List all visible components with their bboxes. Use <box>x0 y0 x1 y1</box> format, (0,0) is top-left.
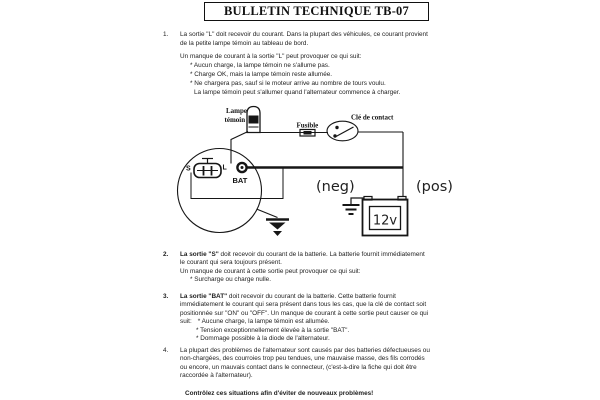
bullet-span: * Aucune charge, la lampe témoin est allumée. <box>197 318 330 326</box>
ground-chevron <box>273 231 282 236</box>
section-1 <box>163 30 457 97</box>
section-2 <box>163 251 457 285</box>
circuit-diagram <box>155 100 465 245</box>
fuse-label: Fusible <box>296 121 319 130</box>
text-line: Un manque de courant à cette sortie peut provoquer ce qui suit: <box>180 267 361 275</box>
text-line <box>180 318 457 326</box>
fuse-element <box>304 131 312 135</box>
ground-chevron <box>269 223 286 230</box>
item-number: 3. <box>163 293 169 300</box>
switch-contact <box>335 126 338 129</box>
bullet-line: * Charge OK, mais la lampe témoin reste allumée. <box>190 71 333 78</box>
lamp-to-l-wire <box>231 132 248 164</box>
bullet-line: * Surcharge ou charge nulle. <box>190 276 272 284</box>
bullet-line: * Ne chargera pas, sauf si le moteur arrive au nombre de tours voulu. <box>190 80 386 87</box>
bold-lead: La sortie "BAT" <box>180 293 228 300</box>
section-3 <box>163 293 457 343</box>
text-line: immédiatement le courant qui sera présent dans tous les cas, que la clé de contact soit <box>180 301 427 309</box>
ground-wire <box>257 209 278 218</box>
lamp-filament <box>249 116 259 124</box>
terminal-s-label: S <box>186 165 191 173</box>
switch-ellipse <box>327 121 358 141</box>
text-line <box>180 251 457 259</box>
text-span: suit: <box>180 318 192 326</box>
text-line: Un manque de courant à la sortie "L" peut provoquer ce qui suit: <box>180 53 362 60</box>
warning-lamp-icon <box>225 107 261 133</box>
item-number: 4. <box>163 347 169 354</box>
bullet-line: * Tension exceptionnellement élevée à la sortie "BAT". <box>196 326 350 334</box>
bat-terminal-dot <box>241 166 244 169</box>
item-number: 2. <box>163 251 169 258</box>
section-4 <box>163 347 457 398</box>
text-line: de la petite lampe témoin au tableau de bord. <box>180 40 309 47</box>
text-line: La plupart des problèmes de l'alternateur sont causés par des batteries défectueuses ou <box>180 347 430 354</box>
closing-advice: Contrôlez ces situations afin d'éviter de nouveaux problèmes! <box>185 389 374 397</box>
text-span: doit recevoir du courant de la batterie. La batterie fournit immédiatement <box>218 251 425 258</box>
text-line: La sortie "L" doit recevoir du courant. Dans la plupart des véhicules, ce courant provient <box>180 31 428 38</box>
terminal-l-label: L <box>222 164 227 172</box>
ignition-switch-label: Clé de contact <box>351 113 394 122</box>
lamp-label-line1: Lampe <box>226 107 247 115</box>
lamp-label-line2: témoin <box>224 116 246 124</box>
battery-ground-icon <box>343 198 365 214</box>
text-line: positionnée sur "ON" ou "OFF". Un manque de courant à cette sortie peut causer ce qui <box>180 309 429 317</box>
switch-lever <box>336 127 354 137</box>
text-line: ou encore, un mauvais contact dans le connecteur, (c'est-à-dire la fiche qui doit être <box>180 363 417 371</box>
alternator-ground-icon <box>257 209 290 236</box>
bullet-line: La lampe témoin peut s'allumer quand l'alternateur commence à charger. <box>194 89 401 96</box>
text-line: non-chargées, des courroies trop peu tendues, une mauvaise masse, des fils corrodés <box>180 355 425 363</box>
battery-icon <box>363 197 408 236</box>
alternator-icon <box>178 149 262 233</box>
text-line: le courant qui sera toujours présent. <box>180 259 282 267</box>
text-span: doit recevoir du courant de la batterie. Cette batterie fournit <box>227 293 396 300</box>
bullet-line: * Dommage possible à la diode de l'alternateur. <box>196 335 330 343</box>
battery-voltage-label: 12v <box>372 213 398 229</box>
negative-label: (neg) <box>316 179 355 195</box>
bullet-line: * Aucun charge, la lampe témoin ne s'allume pas. <box>190 62 330 69</box>
terminal-bat-label: BAT <box>232 176 248 185</box>
ignition-switch-icon <box>327 114 394 141</box>
fuse-icon <box>297 122 319 137</box>
item-number: 1. <box>163 31 169 38</box>
text-line: raccordée à l'alternateur). <box>180 372 253 380</box>
alternator-circle <box>178 149 262 233</box>
positive-label: (pos) <box>416 179 453 195</box>
bold-lead: La sortie "S" <box>180 251 219 258</box>
text-line <box>180 293 457 301</box>
page-title: BULLETIN TECHNIQUE TB-07 <box>204 2 429 21</box>
